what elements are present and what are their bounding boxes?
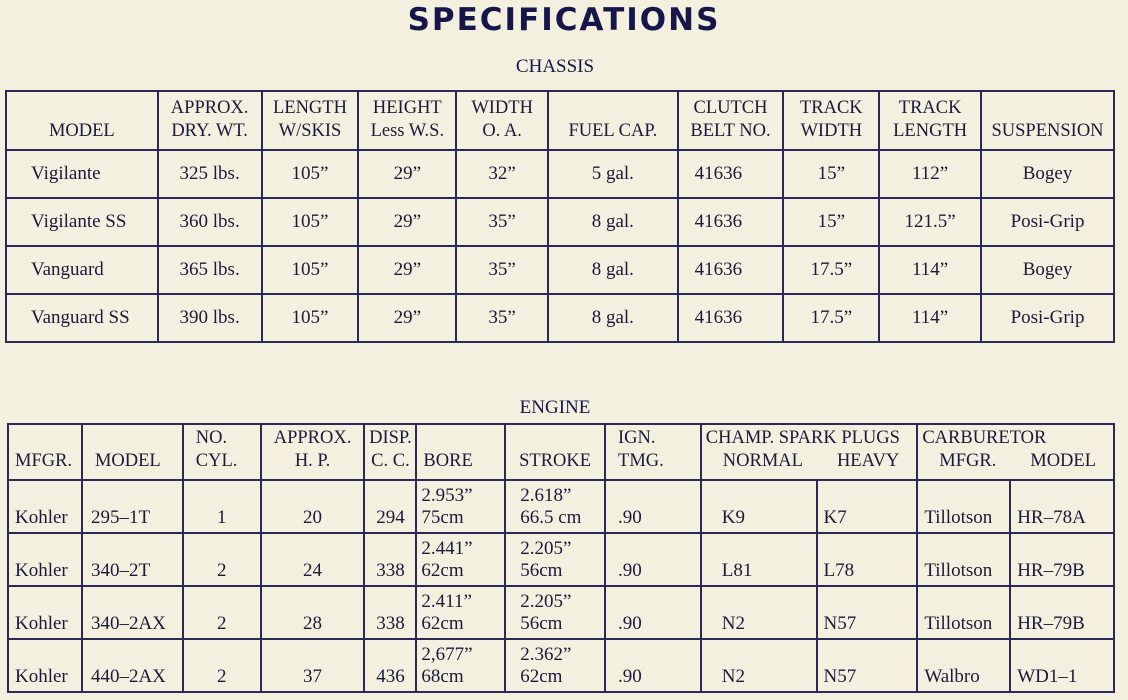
engine-cell-mfgr: Kohler bbox=[8, 639, 82, 692]
engine-cell-ign: .90 bbox=[605, 639, 701, 692]
engine-table bbox=[7, 423, 1115, 693]
table-cell: 365 lbs. bbox=[158, 246, 262, 294]
engine-cell-ign: .90 bbox=[605, 480, 701, 533]
engine-cell-carb-mfgr: Tillotson bbox=[917, 586, 1010, 639]
engine-cell-disp: 338 bbox=[364, 533, 416, 586]
table-cell: 41636 bbox=[678, 294, 784, 342]
table-cell: 15” bbox=[783, 150, 879, 198]
engine-cell-normal: K9 bbox=[701, 480, 817, 533]
engine-cell-cyl: 2 bbox=[183, 533, 261, 586]
engine-cell-model: 340–2T bbox=[82, 533, 183, 586]
table-cell: 32” bbox=[456, 150, 548, 198]
chassis-header: TRACK WIDTH bbox=[783, 91, 879, 150]
table-row bbox=[8, 586, 1114, 639]
table-cell: 29” bbox=[358, 150, 456, 198]
table-cell: 29” bbox=[358, 198, 456, 246]
table-row bbox=[6, 294, 1114, 342]
table-cell: 17.5” bbox=[783, 246, 879, 294]
engine-cell-cyl: 2 bbox=[183, 586, 261, 639]
table-cell: 5 gal. bbox=[548, 150, 678, 198]
plugs-group-label: CHAMP. SPARK PLUGS bbox=[705, 428, 900, 448]
engine-cell-ign: .90 bbox=[605, 533, 701, 586]
engine-cell-heavy: L78 bbox=[817, 533, 918, 586]
engine-cell-carb-mfgr: Tillotson bbox=[917, 533, 1010, 586]
table-cell: Posi-Grip bbox=[981, 198, 1114, 246]
table-cell: 360 lbs. bbox=[158, 198, 262, 246]
engine-cell-carb-mfgr: Tillotson bbox=[917, 480, 1010, 533]
engine-cell-cyl: 1 bbox=[183, 480, 261, 533]
table-cell: 41636 bbox=[678, 198, 784, 246]
table-cell: 105” bbox=[262, 198, 359, 246]
carb-group-label: CARBURETOR bbox=[922, 428, 1047, 448]
engine-cell-normal: N2 bbox=[701, 639, 817, 692]
table-cell: Vigilante bbox=[6, 150, 158, 198]
engine-cell-model: 340–2AX bbox=[82, 586, 183, 639]
engine-cell-stroke: 2.205” 56cm bbox=[505, 533, 605, 586]
table-row bbox=[8, 480, 1114, 533]
engine-cell-stroke: 2.362” 62cm bbox=[505, 639, 605, 692]
engine-header-disp: DISP. C. C. bbox=[364, 424, 416, 480]
plugs-normal-label: NORMAL bbox=[722, 451, 803, 471]
table-cell: 17.5” bbox=[783, 294, 879, 342]
table-cell: 105” bbox=[262, 246, 359, 294]
engine-header-model: MODEL bbox=[82, 424, 183, 480]
engine-cell-cyl: 2 bbox=[183, 639, 261, 692]
table-cell: 29” bbox=[358, 294, 456, 342]
table-cell: 114” bbox=[879, 246, 981, 294]
table-cell: 35” bbox=[456, 294, 548, 342]
table-cell: 8 gal. bbox=[548, 198, 678, 246]
engine-cell-bore: 2.411” 62cm bbox=[416, 586, 505, 639]
engine-cell-ign: .90 bbox=[605, 586, 701, 639]
engine-cell-bore: 2.441” 62cm bbox=[416, 533, 505, 586]
table-cell: 41636 bbox=[678, 150, 784, 198]
carb-mfgr-label: MFGR. bbox=[939, 451, 997, 471]
engine-cell-model: 295–1T bbox=[82, 480, 183, 533]
engine-cell-disp: 294 bbox=[364, 480, 416, 533]
engine-cell-mfgr: Kohler bbox=[8, 586, 82, 639]
plugs-subheaders bbox=[706, 450, 917, 473]
table-row bbox=[8, 533, 1114, 586]
table-cell: 35” bbox=[456, 198, 548, 246]
table-cell: 8 gal. bbox=[548, 246, 678, 294]
table-row bbox=[6, 198, 1114, 246]
chassis-header: APPROX. DRY. WT. bbox=[158, 91, 262, 150]
table-cell: Vanguard bbox=[6, 246, 158, 294]
engine-cell-heavy: K7 bbox=[817, 480, 918, 533]
chassis-header: HEIGHT Less W.S. bbox=[358, 91, 456, 150]
engine-cell-heavy: N57 bbox=[817, 639, 918, 692]
engine-cell-mfgr: Kohler bbox=[8, 533, 82, 586]
chassis-table bbox=[5, 90, 1115, 343]
engine-header-carb bbox=[917, 424, 1114, 480]
table-cell: 41636 bbox=[678, 246, 784, 294]
engine-cell-hp: 37 bbox=[261, 639, 365, 692]
engine-heading: ENGINE bbox=[519, 397, 591, 418]
engine-cell-carb-mfgr: Walbro bbox=[917, 639, 1010, 692]
table-cell: 390 lbs. bbox=[158, 294, 262, 342]
engine-cell-carb-model: HR–79B bbox=[1010, 586, 1114, 639]
carb-model-label: MODEL bbox=[1030, 451, 1097, 471]
engine-cell-carb-model: HR–78A bbox=[1010, 480, 1114, 533]
plugs-heavy-label: HEAVY bbox=[836, 451, 900, 471]
engine-cell-model: 440–2AX bbox=[82, 639, 183, 692]
table-cell: 112” bbox=[879, 150, 981, 198]
table-cell: 35” bbox=[456, 246, 548, 294]
table-cell: Vanguard SS bbox=[6, 294, 158, 342]
engine-cell-hp: 20 bbox=[261, 480, 365, 533]
engine-cell-carb-model: WD1–1 bbox=[1010, 639, 1114, 692]
table-row bbox=[8, 639, 1114, 692]
engine-cell-bore: 2,677” 68cm bbox=[416, 639, 505, 692]
chassis-header: MODEL bbox=[6, 91, 158, 150]
page-title: SPECIFICATIONS bbox=[407, 2, 721, 38]
chassis-header: SUSPENSION bbox=[981, 91, 1114, 150]
engine-cell-stroke: 2.205” 56cm bbox=[505, 586, 605, 639]
engine-header-ign: IGN. TMG. bbox=[605, 424, 701, 480]
table-row bbox=[6, 246, 1114, 294]
engine-cell-bore: 2.953” 75cm bbox=[416, 480, 505, 533]
engine-cell-carb-model: HR–79B bbox=[1010, 533, 1114, 586]
table-cell: Vigilante SS bbox=[6, 198, 158, 246]
chassis-header: TRACK LENGTH bbox=[879, 91, 981, 150]
engine-cell-normal: N2 bbox=[701, 586, 817, 639]
engine-cell-disp: 436 bbox=[364, 639, 416, 692]
table-cell: 325 lbs. bbox=[158, 150, 262, 198]
engine-cell-disp: 338 bbox=[364, 586, 416, 639]
table-cell: 29” bbox=[358, 246, 456, 294]
carb-subheaders bbox=[922, 450, 1113, 473]
engine-header-hp: APPROX. H. P. bbox=[261, 424, 365, 480]
table-row bbox=[6, 150, 1114, 198]
table-cell: 105” bbox=[262, 294, 359, 342]
chassis-header: WIDTH O. A. bbox=[456, 91, 548, 150]
engine-header-plugs bbox=[701, 424, 918, 480]
chassis-header: LENGTH W/SKIS bbox=[262, 91, 359, 150]
engine-cell-normal: L81 bbox=[701, 533, 817, 586]
table-cell: 121.5” bbox=[879, 198, 981, 246]
engine-cell-stroke: 2.618” 66.5 cm bbox=[505, 480, 605, 533]
table-cell: 105” bbox=[262, 150, 359, 198]
engine-header-cyl: NO. CYL. bbox=[183, 424, 261, 480]
chassis-heading: CHASSIS bbox=[515, 56, 595, 77]
table-cell: 114” bbox=[879, 294, 981, 342]
engine-cell-hp: 28 bbox=[261, 586, 365, 639]
chassis-header: FUEL CAP. bbox=[548, 91, 678, 150]
engine-header-bore: BORE bbox=[416, 424, 505, 480]
table-cell: Bogey bbox=[981, 150, 1114, 198]
table-cell: 15” bbox=[783, 198, 879, 246]
engine-cell-mfgr: Kohler bbox=[8, 480, 82, 533]
engine-header-stroke: STROKE bbox=[505, 424, 605, 480]
engine-cell-hp: 24 bbox=[261, 533, 365, 586]
table-cell: 8 gal. bbox=[548, 294, 678, 342]
engine-cell-heavy: N57 bbox=[817, 586, 918, 639]
chassis-header: CLUTCH BELT NO. bbox=[678, 91, 784, 150]
table-cell: Posi-Grip bbox=[981, 294, 1114, 342]
table-cell: Bogey bbox=[981, 246, 1114, 294]
engine-header-mfgr: MFGR. bbox=[8, 424, 82, 480]
